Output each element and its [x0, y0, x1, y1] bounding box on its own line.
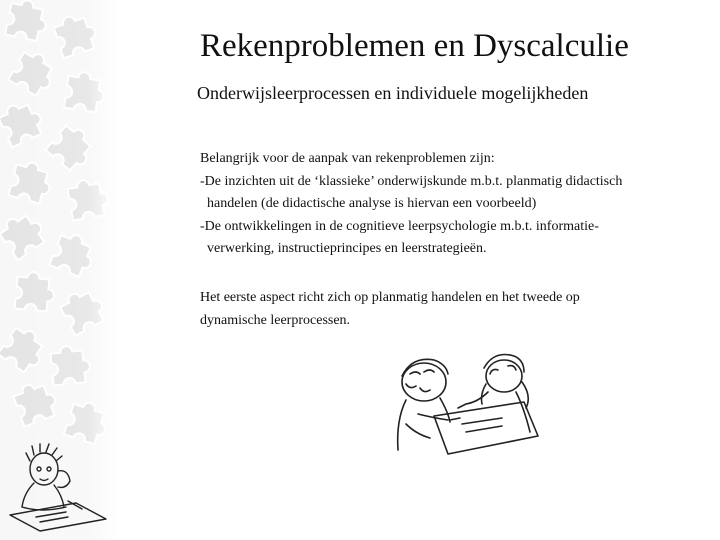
children-writing-illustration [366, 344, 543, 470]
intro-block [200, 148, 710, 261]
intro-lead: Belangrijk voor de aanpak van rekenproblemen zijn: [200, 151, 495, 166]
summary-block [200, 287, 710, 332]
intro-line: verwerking, instructieprincipes en leerstrategieën. [207, 241, 487, 256]
summary-line: dynamische leerprocessen. [200, 312, 351, 328]
intro-line: -De ontwikkelingen in de cognitieve leerpsychologie m.b.t. informatie- [200, 218, 599, 234]
student-thinking-illustration [6, 443, 112, 533]
summary-line: Het eerste aspect richt zich op planmatig handelen en het tweede op [200, 290, 580, 305]
intro-line: handelen (de didactische analyse is hiervan een voorbeeld) [207, 196, 537, 211]
page-title: Rekenproblemen en Dyscalculie [200, 28, 629, 64]
page-subtitle: Onderwijsleerprocessen en individuele mogelijkheden [197, 83, 589, 103]
intro-line: -De inzichten uit de ‘klassieke’ onderwijskunde m.b.t. planmatig didactisch [200, 173, 623, 189]
